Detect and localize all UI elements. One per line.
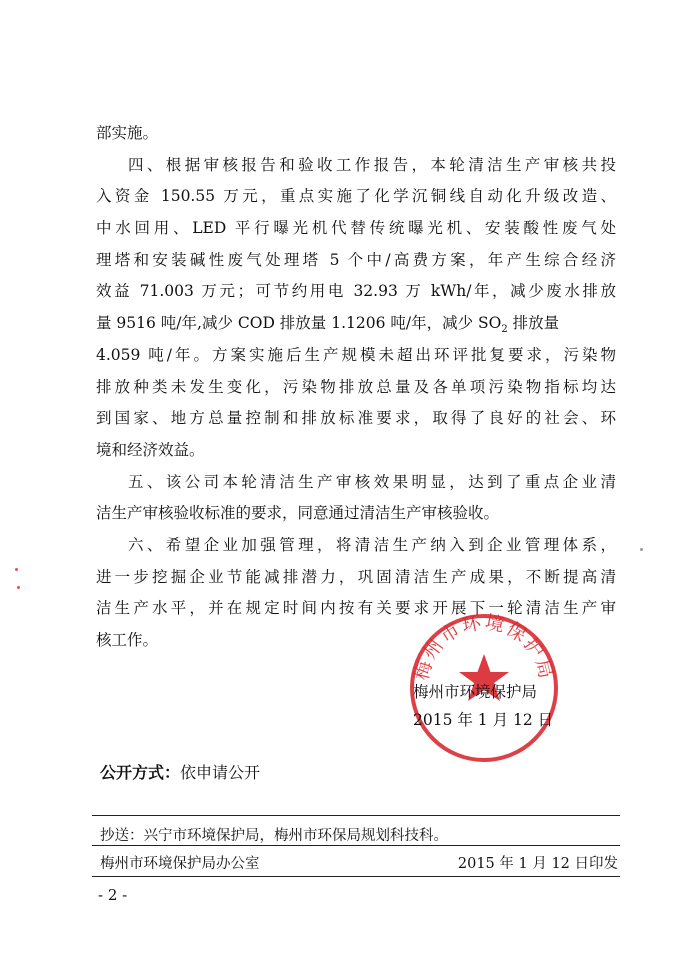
paragraph-line: 核工作。 <box>96 631 159 649</box>
scan-speck <box>17 586 20 589</box>
paragraph-line: 六、希望企业加强管理，将清洁生产纳入到企业管理体系， <box>128 535 616 554</box>
paragraph-line: 境和经济效益。 <box>96 440 205 459</box>
paragraph-line: 入资金 150.55 万元，重点实施了化学沉铜线自动化升级改造、 <box>96 187 616 206</box>
paragraph-line: 排放种类未发生变化，污染物排放总量及各单项污染物指标均达 <box>96 377 616 396</box>
line-text: 量 9516 吨/年,减少 COD 排放量 1.1206 吨/年，减少 SO <box>96 314 502 333</box>
paragraph-line: 效益 71.003 万元；可节约用电 32.93 万 kWh/年，减少废水排放 <box>96 282 616 301</box>
issuing-office: 梅州市环境保护局办公室 <box>100 856 260 872</box>
paragraph-line: 洁生产水平，并在规定时间内按有关要求开展下一轮清洁生产审 <box>96 599 616 618</box>
paragraph-line: 理塔和安装碱性废气处理塔 5 个中/高费方案，年产生综合经济 <box>96 250 616 269</box>
subscript-2: 2 <box>501 324 508 336</box>
signing-date: 2015 年 1 月 12 日 <box>413 711 554 729</box>
paragraph-line <box>96 308 616 340</box>
paragraph-line: 进一步挖掘企业节能减排潜力，巩固清洁生产成果，不断提高清 <box>96 567 616 586</box>
paragraph-line: 四、根据审核报告和验收工作报告，本轮清洁生产审核共投 <box>128 155 616 174</box>
scan-speck <box>15 568 18 571</box>
signing-organization: 梅州市环境保护局 <box>413 683 538 701</box>
page-number: - 2 - <box>98 886 128 904</box>
print-date: 2015 年 1 月 12 日印发 <box>457 856 618 872</box>
paragraph-line: 五、该公司本轮清洁生产审核效果明显，达到了重点企业清 <box>128 472 616 491</box>
divider <box>92 876 620 877</box>
disclosure-value: 依申请公开 <box>180 763 261 782</box>
disclosure-method <box>100 760 260 783</box>
document-body <box>96 118 616 657</box>
disclosure-label: 公开方式： <box>100 763 181 782</box>
paragraph-line: 部实施。 <box>96 124 159 142</box>
paragraph-line: 中水回用、LED 平行曝光机代替传统曝光机、安装酸性废气处 <box>96 219 616 238</box>
line-text: 排放量 <box>507 314 560 333</box>
scan-speck <box>640 548 643 551</box>
paragraph-line: 4.059 吨/年。方案实施后生产规模未超出环评批复要求，污染物 <box>96 345 616 364</box>
paragraph-line: 到国家、地方总量控制和排放标准要求，取得了良好的社会、环 <box>96 409 616 428</box>
divider <box>92 815 620 816</box>
paragraph-line: 洁生产审核验收标准的要求，同意通过清洁生产审核验收。 <box>96 504 500 523</box>
divider <box>92 845 620 846</box>
seal-text: 梅州市环境保护局 <box>410 612 558 683</box>
cc-list: 抄送：兴宁市环境保护局，梅州市环保局规划科技科。 <box>100 828 448 844</box>
